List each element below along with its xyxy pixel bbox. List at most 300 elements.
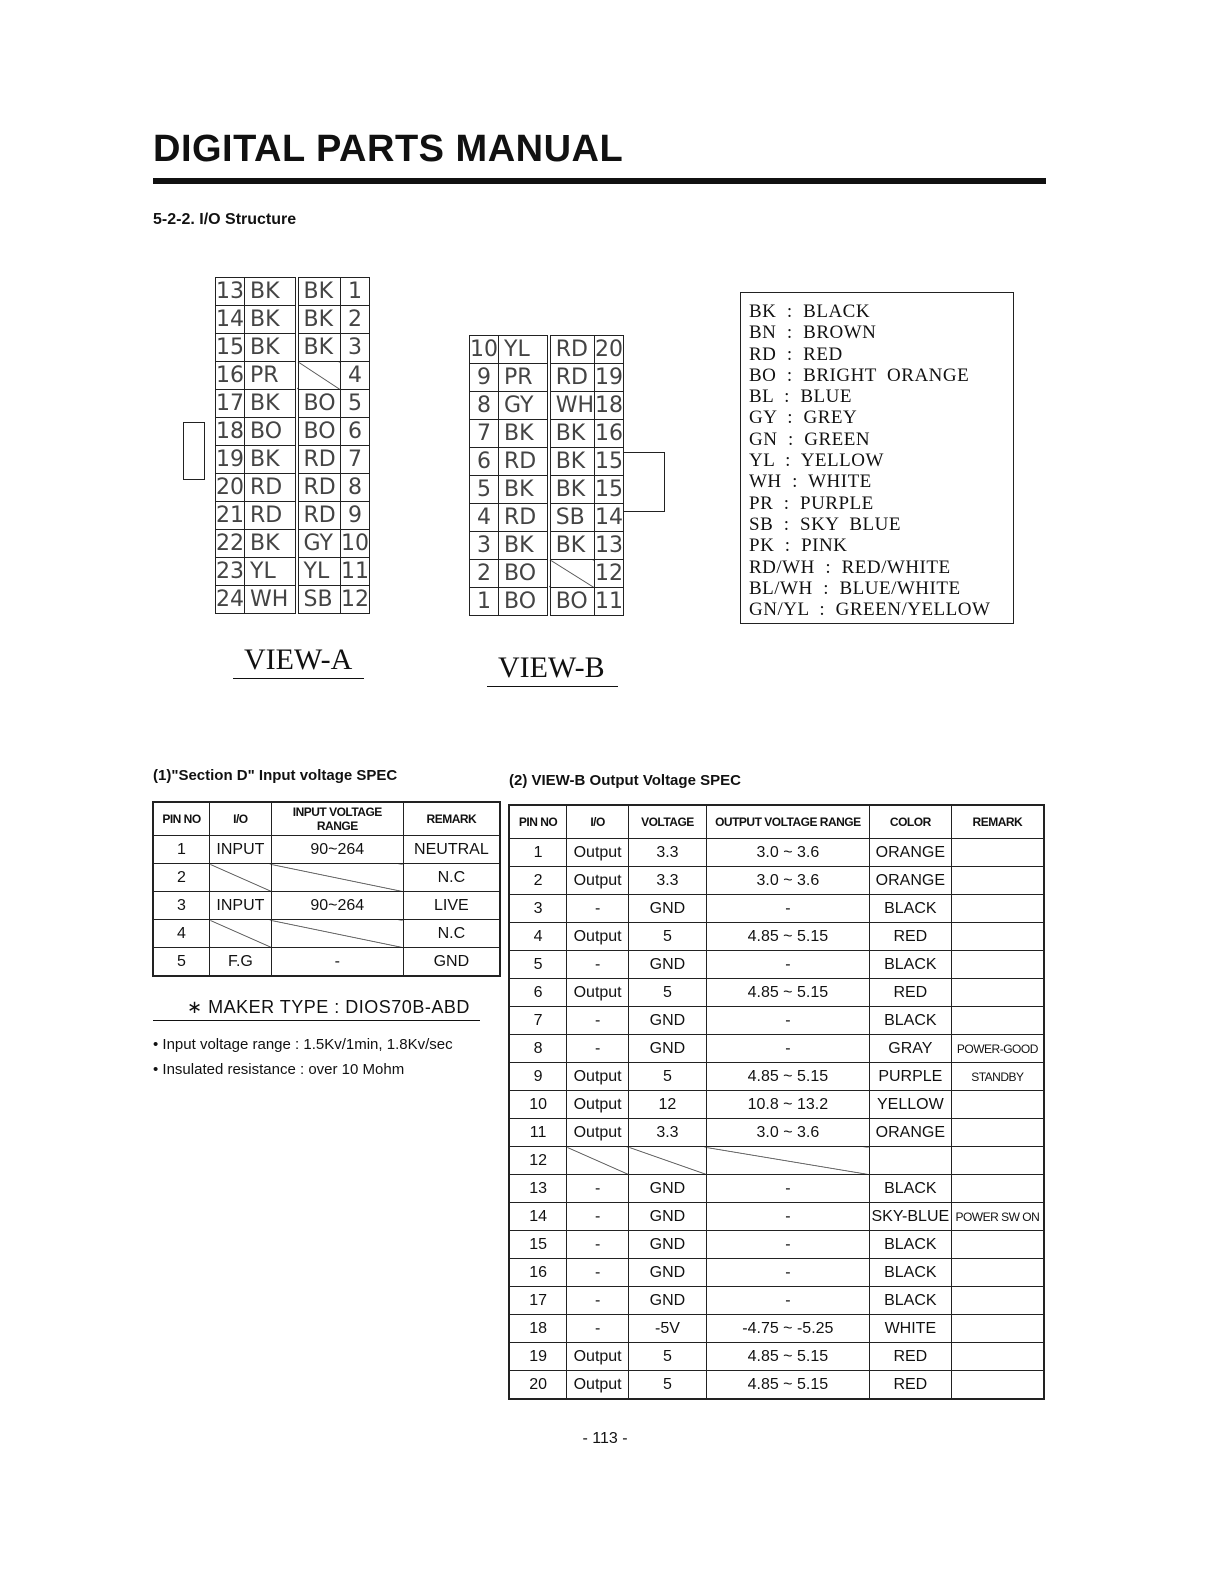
pin-number-right: 4 (341, 362, 370, 390)
wire-color-left: PR (499, 364, 549, 392)
wire-color-left: RD (245, 474, 297, 502)
table-row (509, 1315, 1044, 1343)
table-cell (951, 867, 1044, 895)
table-cell: 5 (509, 951, 567, 979)
connector-row (470, 336, 624, 364)
table-cell: RED (869, 923, 951, 951)
table-cell (951, 951, 1044, 979)
table-cell: 7 (509, 1007, 567, 1035)
wire-color-left: BK (499, 420, 549, 448)
wire-color-right: BO (549, 588, 595, 616)
table-row (153, 836, 500, 864)
table-cell: Output (567, 1119, 629, 1147)
view-b-connector (469, 335, 624, 616)
table-cell: 10 (509, 1091, 567, 1119)
table-cell (271, 920, 403, 948)
title-rule (153, 178, 1046, 184)
table-cell: - (567, 951, 629, 979)
wire-color-right: BK (297, 278, 341, 306)
wire-color-right: GY (297, 530, 341, 558)
connector-row (470, 392, 624, 420)
connector-row (216, 446, 370, 474)
table-cell (951, 1287, 1044, 1315)
table-cell: 19 (509, 1343, 567, 1371)
pin-number-right: 18 (595, 393, 623, 418)
table-cell: BLACK (869, 1007, 951, 1035)
wire-color-left: YL (245, 558, 297, 586)
connector-row (470, 560, 624, 588)
legend-entry: WH : WHITE (749, 471, 872, 493)
legend-entry: BN : BROWN (749, 322, 877, 344)
wire-color-right: RD (297, 502, 341, 530)
table-cell: - (706, 1231, 869, 1259)
table-cell: 1 (153, 836, 210, 864)
table-cell: BLACK (869, 951, 951, 979)
table-cell: GND (629, 1203, 707, 1231)
connector-row (216, 418, 370, 446)
table-cell (951, 923, 1044, 951)
pin-number-left: 18 (216, 419, 244, 444)
pin-number-right: 15 (595, 449, 623, 474)
wire-color-left: RD (245, 502, 297, 530)
table-cell (567, 1147, 629, 1175)
table-cell: -5V (629, 1315, 707, 1343)
table-cell (951, 1259, 1044, 1287)
pin-number-left: 10 (470, 337, 498, 362)
legend-entry: BK : BLACK (749, 301, 871, 322)
table-cell: - (706, 1259, 869, 1287)
table-cell (951, 1119, 1044, 1147)
pin-number-left: 17 (216, 391, 244, 416)
table-row (509, 1147, 1044, 1175)
wire-color-right: BK (297, 334, 341, 362)
wire-color-right: RD (297, 474, 341, 502)
pin-number-right: 11 (341, 559, 369, 584)
table-cell: POWER-GOOD (951, 1035, 1044, 1063)
page-title: DIGITAL PARTS MANUAL (153, 128, 624, 170)
table-row (509, 951, 1044, 979)
table-cell: N.C (403, 920, 500, 948)
connector-row (470, 588, 624, 616)
table-cell: 17 (509, 1287, 567, 1315)
table-cell: - (271, 948, 403, 977)
wire-color-right: RD (549, 336, 595, 364)
table-cell: 12 (629, 1091, 707, 1119)
wire-color-right: BK (297, 306, 341, 334)
view-a-connector (215, 277, 370, 614)
pin-number-left: 21 (216, 503, 244, 528)
table-cell: Output (567, 1063, 629, 1091)
pin-number-right: 20 (595, 337, 623, 362)
table-cell: Output (567, 979, 629, 1007)
column-header: PIN NO (509, 805, 567, 839)
column-header: VOLTAGE (629, 805, 707, 839)
table-cell: - (567, 895, 629, 923)
pin-number-left: 4 (470, 504, 499, 532)
table-cell (951, 1147, 1044, 1175)
table-cell: 11 (509, 1119, 567, 1147)
pin-number-right: 13 (595, 533, 623, 558)
column-header: REMARK (403, 802, 500, 836)
table-cell: - (567, 1231, 629, 1259)
table-cell: BLACK (869, 895, 951, 923)
note-insulated-resistance: • Insulated resistance : over 10 Mohm (153, 1061, 405, 1078)
table-row (509, 1231, 1044, 1259)
table-cell: 14 (509, 1203, 567, 1231)
legend-entry: RD/WH : RED/WHITE (749, 556, 951, 578)
wire-color-right: YL (297, 558, 341, 586)
table-cell: - (567, 1203, 629, 1231)
wire-color-left: BK (499, 532, 549, 560)
table-cell: - (706, 1203, 869, 1231)
column-header: OUTPUT VOLTAGE RANGE (706, 805, 869, 839)
wire-color-right: RD (297, 446, 341, 474)
pin-number-right: 11 (595, 589, 623, 614)
view-b-latch (623, 452, 665, 512)
wire-color-left: RD (499, 448, 549, 476)
table-cell: LIVE (403, 892, 500, 920)
table-cell (951, 895, 1044, 923)
table-cell: - (706, 1287, 869, 1315)
wire-color-left: BK (245, 278, 297, 306)
table-cell: N.C (403, 864, 500, 892)
wire-color-left: BK (245, 446, 297, 474)
table-cell: RED (869, 1343, 951, 1371)
table-cell: 4.85 ~ 5.15 (706, 1371, 869, 1400)
table-cell (951, 1175, 1044, 1203)
wire-color-right: SB (549, 504, 595, 532)
pin-number-left: 22 (216, 531, 244, 556)
table-cell: 3 (509, 895, 567, 923)
table-cell: 5 (629, 1343, 707, 1371)
pin-number-right: 8 (341, 474, 370, 502)
table-row (509, 839, 1044, 867)
pin-number-left: 1 (470, 588, 499, 616)
table-cell: PURPLE (869, 1063, 951, 1091)
table-cell: 1 (509, 839, 567, 867)
table-cell: GND (629, 1175, 707, 1203)
connector-row (216, 474, 370, 502)
table-cell: F.G (210, 948, 272, 977)
column-header: REMARK (951, 805, 1044, 839)
legend-entry: GN/YL : GREEN/YELLOW (749, 599, 991, 621)
table-cell (951, 1315, 1044, 1343)
input-spec-heading: (1)"Section D" Input voltage SPEC (153, 767, 398, 784)
wire-color-right (297, 362, 341, 390)
table-cell: - (567, 1315, 629, 1343)
table-cell: 4.85 ~ 5.15 (706, 1063, 869, 1091)
table-cell: - (567, 1259, 629, 1287)
table-cell: Output (567, 1371, 629, 1400)
wire-color-left: BK (245, 334, 297, 362)
table-cell: 5 (629, 1063, 707, 1091)
table-cell (629, 1147, 707, 1175)
wire-color-left: RD (499, 504, 549, 532)
table-row (509, 1035, 1044, 1063)
table-cell (951, 839, 1044, 867)
table-row (153, 892, 500, 920)
output-spec-heading: (2) VIEW-B Output Voltage SPEC (509, 772, 741, 789)
output-spec-table (508, 804, 1045, 1400)
table-cell (951, 1007, 1044, 1035)
table-cell: GND (403, 948, 500, 977)
column-header: PIN NO (153, 802, 210, 836)
pin-number-left: 8 (470, 392, 499, 420)
wire-color-left: BO (245, 418, 297, 446)
wire-color-right: BK (549, 476, 595, 504)
connector-row (470, 364, 624, 392)
view-a-underline (233, 678, 364, 679)
table-cell: RED (869, 979, 951, 1007)
table-cell: 3.0 ~ 3.6 (706, 1119, 869, 1147)
table-cell: GND (629, 1035, 707, 1063)
wire-color-left: GY (499, 392, 549, 420)
wire-color-right: BK (549, 448, 595, 476)
wire-color-right: BK (549, 420, 595, 448)
table-row (509, 1063, 1044, 1091)
pin-number-right: 1 (341, 278, 370, 306)
section-heading: 5-2-2. I/O Structure (153, 211, 297, 228)
table-cell: 16 (509, 1259, 567, 1287)
table-cell: 4.85 ~ 5.15 (706, 923, 869, 951)
connector-row (470, 532, 624, 560)
table-cell (951, 979, 1044, 1007)
table-cell (951, 1231, 1044, 1259)
wire-color-left: BK (499, 476, 549, 504)
wire-color-left: BO (499, 588, 549, 616)
table-cell (210, 920, 272, 948)
pin-number-right: 19 (595, 365, 623, 390)
wire-color-left: BK (245, 390, 297, 418)
table-cell: BLACK (869, 1259, 951, 1287)
table-cell: POWER SW ON (951, 1203, 1044, 1231)
wire-color-left: YL (499, 336, 549, 364)
wire-color-left: BK (245, 306, 297, 334)
pin-number-left: 24 (216, 587, 244, 612)
table-row (509, 895, 1044, 923)
legend-entry: YL : YELLOW (749, 450, 884, 472)
table-row (509, 1259, 1044, 1287)
table-cell: 8 (509, 1035, 567, 1063)
wire-color-right: BK (549, 532, 595, 560)
view-b-underline (487, 686, 618, 687)
pin-number-left: 5 (470, 476, 499, 504)
table-cell: 6 (509, 979, 567, 1007)
table-cell: INPUT (210, 836, 272, 864)
pin-number-left: 9 (470, 364, 499, 392)
table-cell: GND (629, 1287, 707, 1315)
table-cell: 4.85 ~ 5.15 (706, 1343, 869, 1371)
connector-row (216, 362, 370, 390)
table-cell: 15 (509, 1231, 567, 1259)
table-cell: 5 (153, 948, 210, 977)
wire-color-right: SB (297, 586, 341, 614)
connector-row (470, 504, 624, 532)
pin-number-left: 7 (470, 420, 499, 448)
table-cell: 5 (629, 923, 707, 951)
wire-color-right: BO (297, 390, 341, 418)
pin-number-right: 3 (341, 334, 370, 362)
legend-entry: BL : BLUE (749, 386, 852, 408)
table-cell: GND (629, 1259, 707, 1287)
table-cell: 5 (629, 1371, 707, 1400)
pin-number-left: 6 (470, 448, 499, 476)
view-a-latch (183, 422, 205, 480)
wire-color-right: BO (297, 418, 341, 446)
table-cell: Output (567, 1091, 629, 1119)
connector-row (470, 476, 624, 504)
wire-color-right (549, 560, 595, 588)
table-cell: 20 (509, 1371, 567, 1400)
table-cell: - (706, 951, 869, 979)
table-cell: - (706, 1175, 869, 1203)
pin-number-right: 7 (341, 446, 370, 474)
table-cell: - (706, 1007, 869, 1035)
connector-row (470, 448, 624, 476)
pin-number-right: 16 (595, 421, 623, 446)
pin-number-right: 6 (341, 418, 370, 446)
pin-number-right: 12 (341, 587, 369, 612)
legend-entry: GY : GREY (749, 407, 858, 429)
table-cell: RED (869, 1371, 951, 1400)
table-cell: 90~264 (271, 836, 403, 864)
table-row (509, 1091, 1044, 1119)
pin-number-left: 23 (216, 559, 244, 584)
legend-entry: BO : BRIGHT ORANGE (749, 364, 970, 386)
wire-color-left: WH (245, 586, 297, 614)
column-header: COLOR (869, 805, 951, 839)
table-cell: WHITE (869, 1315, 951, 1343)
table-row (153, 864, 500, 892)
table-row (509, 1371, 1044, 1400)
table-cell: STANDBY (951, 1063, 1044, 1091)
table-cell: 18 (509, 1315, 567, 1343)
table-cell: GND (629, 1007, 707, 1035)
legend-entry: SB : SKY BLUE (749, 513, 901, 535)
table-cell: ORANGE (869, 867, 951, 895)
table-cell: ORANGE (869, 1119, 951, 1147)
column-header: INPUT VOLTAGE RANGE (271, 802, 403, 836)
table-cell (271, 864, 403, 892)
table-cell: 3.3 (629, 1119, 707, 1147)
table-cell: 4.85 ~ 5.15 (706, 979, 869, 1007)
table-cell: Output (567, 867, 629, 895)
table-cell: 3.0 ~ 3.6 (706, 839, 869, 867)
table-cell: Output (567, 1343, 629, 1371)
pin-number-left: 13 (216, 279, 244, 304)
legend-entry: BL/WH : BLUE/WHITE (749, 577, 961, 599)
table-cell: BLACK (869, 1287, 951, 1315)
table-cell: 5 (629, 979, 707, 1007)
table-cell (951, 1091, 1044, 1119)
table-row (509, 1287, 1044, 1315)
table-cell: 3.0 ~ 3.6 (706, 867, 869, 895)
maker-type: ∗ MAKER TYPE : DIOS70B-ABD (187, 997, 470, 1017)
table-cell (706, 1147, 869, 1175)
page-number: - 113 - (582, 1430, 628, 1447)
pin-number-right: 14 (595, 505, 623, 530)
view-b-label: VIEW-B (498, 651, 605, 684)
table-cell: - (567, 1007, 629, 1035)
table-row (509, 1119, 1044, 1147)
pin-number-left: 19 (216, 447, 244, 472)
wire-color-left: BK (245, 530, 297, 558)
input-spec-table (152, 801, 501, 977)
table-cell: - (567, 1175, 629, 1203)
connector-row (216, 586, 370, 614)
pin-number-left: 15 (216, 335, 244, 360)
table-cell: - (706, 1035, 869, 1063)
pin-number-left: 14 (216, 307, 244, 332)
table-cell: NEUTRAL (403, 836, 500, 864)
table-cell: INPUT (210, 892, 272, 920)
table-cell: Output (567, 839, 629, 867)
view-a-label: VIEW-A (244, 643, 353, 676)
wire-color-right: RD (549, 364, 595, 392)
table-cell: BLACK (869, 1175, 951, 1203)
wire-color-right: WH (549, 392, 595, 420)
table-row (509, 923, 1044, 951)
table-cell: 10.8 ~ 13.2 (706, 1091, 869, 1119)
table-cell: - (567, 1287, 629, 1315)
table-cell (951, 1343, 1044, 1371)
table-cell: - (706, 895, 869, 923)
table-cell: 4 (153, 920, 210, 948)
legend-entry: RD : RED (749, 343, 843, 365)
connector-row (216, 306, 370, 334)
table-cell: 9 (509, 1063, 567, 1091)
table-row (509, 867, 1044, 895)
table-cell: YELLOW (869, 1091, 951, 1119)
table-cell: ORANGE (869, 839, 951, 867)
table-cell: 3 (153, 892, 210, 920)
table-row (153, 948, 500, 977)
table-cell: GRAY (869, 1035, 951, 1063)
connector-row (216, 530, 370, 558)
table-cell: Output (567, 923, 629, 951)
table-row (153, 920, 500, 948)
table-row (509, 1175, 1044, 1203)
pin-number-left: 20 (216, 475, 244, 500)
pin-number-left: 16 (216, 363, 244, 388)
table-row (509, 1007, 1044, 1035)
color-legend (740, 292, 1014, 624)
table-cell: 3.3 (629, 839, 707, 867)
table-row (509, 979, 1044, 1007)
pin-number-right: 9 (341, 502, 370, 530)
legend-entry: PK : PINK (749, 535, 848, 557)
table-cell: GND (629, 951, 707, 979)
table-cell: 2 (153, 864, 210, 892)
pin-number-right: 5 (341, 390, 370, 418)
table-cell: BLACK (869, 1231, 951, 1259)
table-row (509, 1203, 1044, 1231)
table-cell: GND (629, 895, 707, 923)
legend-entry: GN : GREEN (749, 428, 871, 450)
connector-row (216, 502, 370, 530)
connector-row (216, 334, 370, 362)
note-voltage-range: • Input voltage range : 1.5Kv/1min, 1.8Kv/sec (153, 1036, 453, 1053)
pin-number-right: 2 (341, 306, 370, 334)
table-cell (210, 864, 272, 892)
pin-number-right: 15 (595, 477, 623, 502)
wire-color-left: PR (245, 362, 297, 390)
column-header: I/O (210, 802, 272, 836)
table-cell: SKY-BLUE (869, 1203, 951, 1231)
table-cell: - (567, 1035, 629, 1063)
table-cell: 12 (509, 1147, 567, 1175)
table-cell (869, 1147, 951, 1175)
